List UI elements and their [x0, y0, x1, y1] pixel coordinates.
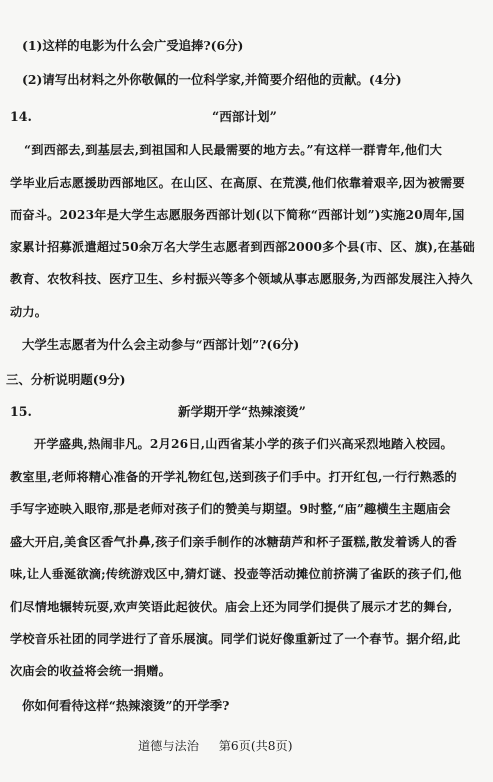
q14-para-line: 教育、农牧科技、医疗卫生、乡村振兴等多个领域从事志愿服务,为西部发展注入持久 [10, 272, 473, 286]
q14-title: “西部计划” [212, 109, 277, 124]
footer-page-number: 第6页(共8页) [218, 739, 293, 753]
q14-question: 大学生志愿者为什么会主动参与“西部计划”?(6分) [22, 337, 300, 352]
q14-para-line: 动力。 [10, 305, 48, 319]
q15-para-line: 教室里,老师将精心准备的开学礼物红包,送到孩子们手中。打开红包,一行行熟悉的 [10, 470, 457, 484]
q15-para-line: 开学盛典,热闹非凡。2月26日,山西省某小学的孩子们兴高采烈地踏入校园。 [34, 437, 453, 451]
q14-para-line: 家累计招募派遣超过50余万名大学生志愿者到西部2000多个县(市、区、旗),在基础 [10, 240, 475, 254]
q15-para-line: 学校音乐社团的同学进行了音乐展演。同学们说好像重新过了一个春节。据介绍,此 [10, 632, 461, 646]
q15-para-line: 盛大开启,美食区香气扑鼻,孩子们亲手制作的冰糖葫芦和杯子蛋糕,散发着诱人的香 [10, 535, 457, 549]
q15-para-line: 味,让人垂涎欲滴;传统游戏区中,猜灯谜、投壶等活动摊位前挤满了雀跃的孩子们,他 [10, 567, 462, 581]
q13-sub2: (2)请写出材料之外你敬佩的一位科学家,并简要介绍他的贡献。(4分) [22, 72, 402, 87]
q15-number: 15. [10, 404, 32, 419]
q14-para-line: “到西部去,到基层去,到祖国和人民最需要的地方去。”有这样一群青年,他们大 [24, 143, 443, 157]
q15-para-line: 们尽情地辗转玩耍,欢声笑语此起彼伏。庙会上还为同学们提供了展示才艺的舞台, [10, 600, 453, 614]
q14-number: 14. [10, 109, 32, 124]
q14-para-line: 而奋斗。2023年是大学生志愿服务西部计划(以下简称“西部计划”)实施20周年,国 [10, 208, 465, 222]
q15-para-line: 手写字迹映入眼帘,那是老师对孩子们的赞美与期望。9时整,“庙”趣横生主题庙会 [10, 502, 451, 516]
q15-title: 新学期开学“热辣滚烫” [178, 404, 306, 419]
section-heading: 三、分析说明题(9分) [6, 372, 126, 387]
footer-subject: 道德与法治 [138, 739, 199, 753]
page-footer [138, 738, 292, 754]
q14-para-line: 学毕业后志愿援助西部地区。在山区、在高原、在荒漠,他们依靠着艰辛,因为被需要 [10, 176, 465, 190]
q13-sub1: (1)这样的电影为什么会广受追捧?(6分) [22, 38, 244, 53]
q15-para-line: 次庙会的收益将会统一捐赠。 [10, 664, 172, 678]
q15-question: 你如何看待这样“热辣滚烫”的开学季? [22, 698, 230, 713]
